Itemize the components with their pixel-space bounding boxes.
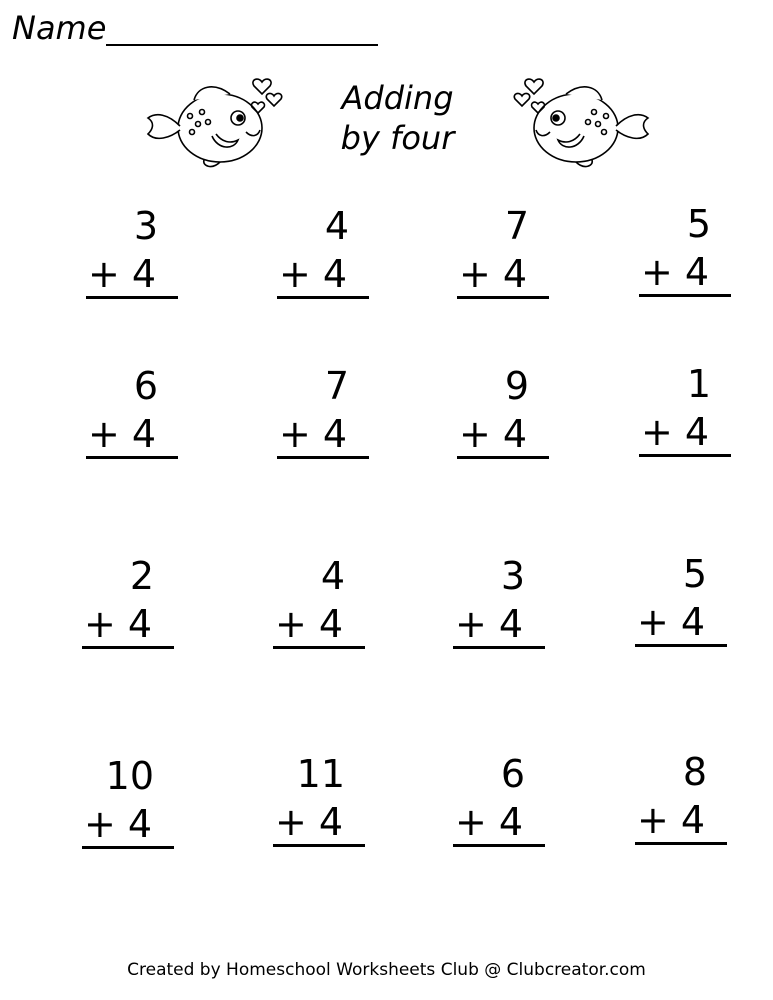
answer-line[interactable] — [635, 842, 727, 845]
answer-line[interactable] — [277, 296, 369, 299]
fish-with-hearts-left-icon — [142, 66, 292, 170]
answer-line[interactable] — [82, 646, 174, 649]
problem-addend: + 4 — [637, 798, 706, 842]
problem-top-number: 11 — [296, 752, 345, 796]
problem-10 — [273, 554, 365, 664]
problem-top-number: 3 — [500, 554, 525, 598]
problem-5 — [86, 364, 178, 474]
answer-line[interactable] — [273, 844, 365, 847]
problem-top-number: 6 — [500, 752, 525, 796]
problem-2 — [277, 204, 369, 314]
problem-addend: + 4 — [279, 252, 348, 296]
problem-top-number: 1 — [686, 362, 711, 406]
problem-top-number: 4 — [324, 204, 349, 248]
problem-top-number: 6 — [133, 364, 158, 408]
problem-top-number: 7 — [504, 204, 529, 248]
answer-line[interactable] — [82, 846, 174, 849]
answer-line[interactable] — [457, 456, 549, 459]
answer-line[interactable] — [457, 296, 549, 299]
footer-credit: Created by Homeschool Worksheets Club @ Clubcreator.com — [127, 960, 646, 980]
problem-addend: + 4 — [641, 250, 710, 294]
problem-6 — [277, 364, 369, 474]
problem-addend: + 4 — [459, 252, 528, 296]
problem-11 — [453, 554, 545, 664]
answer-line[interactable] — [86, 456, 178, 459]
problem-top-number: 9 — [504, 364, 529, 408]
answer-line[interactable] — [635, 644, 727, 647]
answer-line[interactable] — [639, 454, 731, 457]
name-label: Name — [12, 9, 107, 47]
problem-15 — [453, 752, 545, 862]
answer-line[interactable] — [277, 456, 369, 459]
problem-addend: + 4 — [88, 252, 157, 296]
problem-addend: + 4 — [455, 602, 524, 646]
problem-addend: + 4 — [275, 800, 344, 844]
problem-addend: + 4 — [641, 410, 710, 454]
answer-line[interactable] — [639, 294, 731, 297]
problem-addend: + 4 — [459, 412, 528, 456]
problem-top-number: 5 — [682, 552, 707, 596]
answer-line[interactable] — [273, 646, 365, 649]
problem-9 — [82, 554, 174, 664]
problem-addend: + 4 — [84, 802, 153, 846]
fish-with-hearts-right-icon — [504, 66, 654, 170]
title-line-2: by four — [340, 119, 455, 157]
problem-12 — [635, 552, 727, 662]
problem-top-number: 2 — [129, 554, 154, 598]
problem-13 — [82, 754, 174, 864]
title-line-1: Adding — [341, 79, 454, 117]
name-line[interactable] — [106, 44, 378, 46]
problem-addend: + 4 — [637, 600, 706, 644]
problem-addend: + 4 — [84, 602, 153, 646]
problem-8 — [639, 362, 731, 472]
problem-14 — [273, 752, 365, 862]
problem-top-number: 3 — [133, 204, 158, 248]
problem-top-number: 5 — [686, 202, 711, 246]
problem-1 — [86, 204, 178, 314]
problem-3 — [457, 204, 549, 314]
problem-addend: + 4 — [279, 412, 348, 456]
problem-top-number: 8 — [682, 750, 707, 794]
problem-addend: + 4 — [88, 412, 157, 456]
problem-16 — [635, 750, 727, 860]
problem-top-number: 10 — [105, 754, 154, 798]
problem-7 — [457, 364, 549, 474]
problem-top-number: 7 — [324, 364, 349, 408]
problem-top-number: 4 — [320, 554, 345, 598]
problem-addend: + 4 — [275, 602, 344, 646]
problem-addend: + 4 — [455, 800, 524, 844]
problem-4 — [639, 202, 731, 312]
answer-line[interactable] — [453, 646, 545, 649]
answer-line[interactable] — [453, 844, 545, 847]
answer-line[interactable] — [86, 296, 178, 299]
worksheet-title — [300, 78, 495, 158]
